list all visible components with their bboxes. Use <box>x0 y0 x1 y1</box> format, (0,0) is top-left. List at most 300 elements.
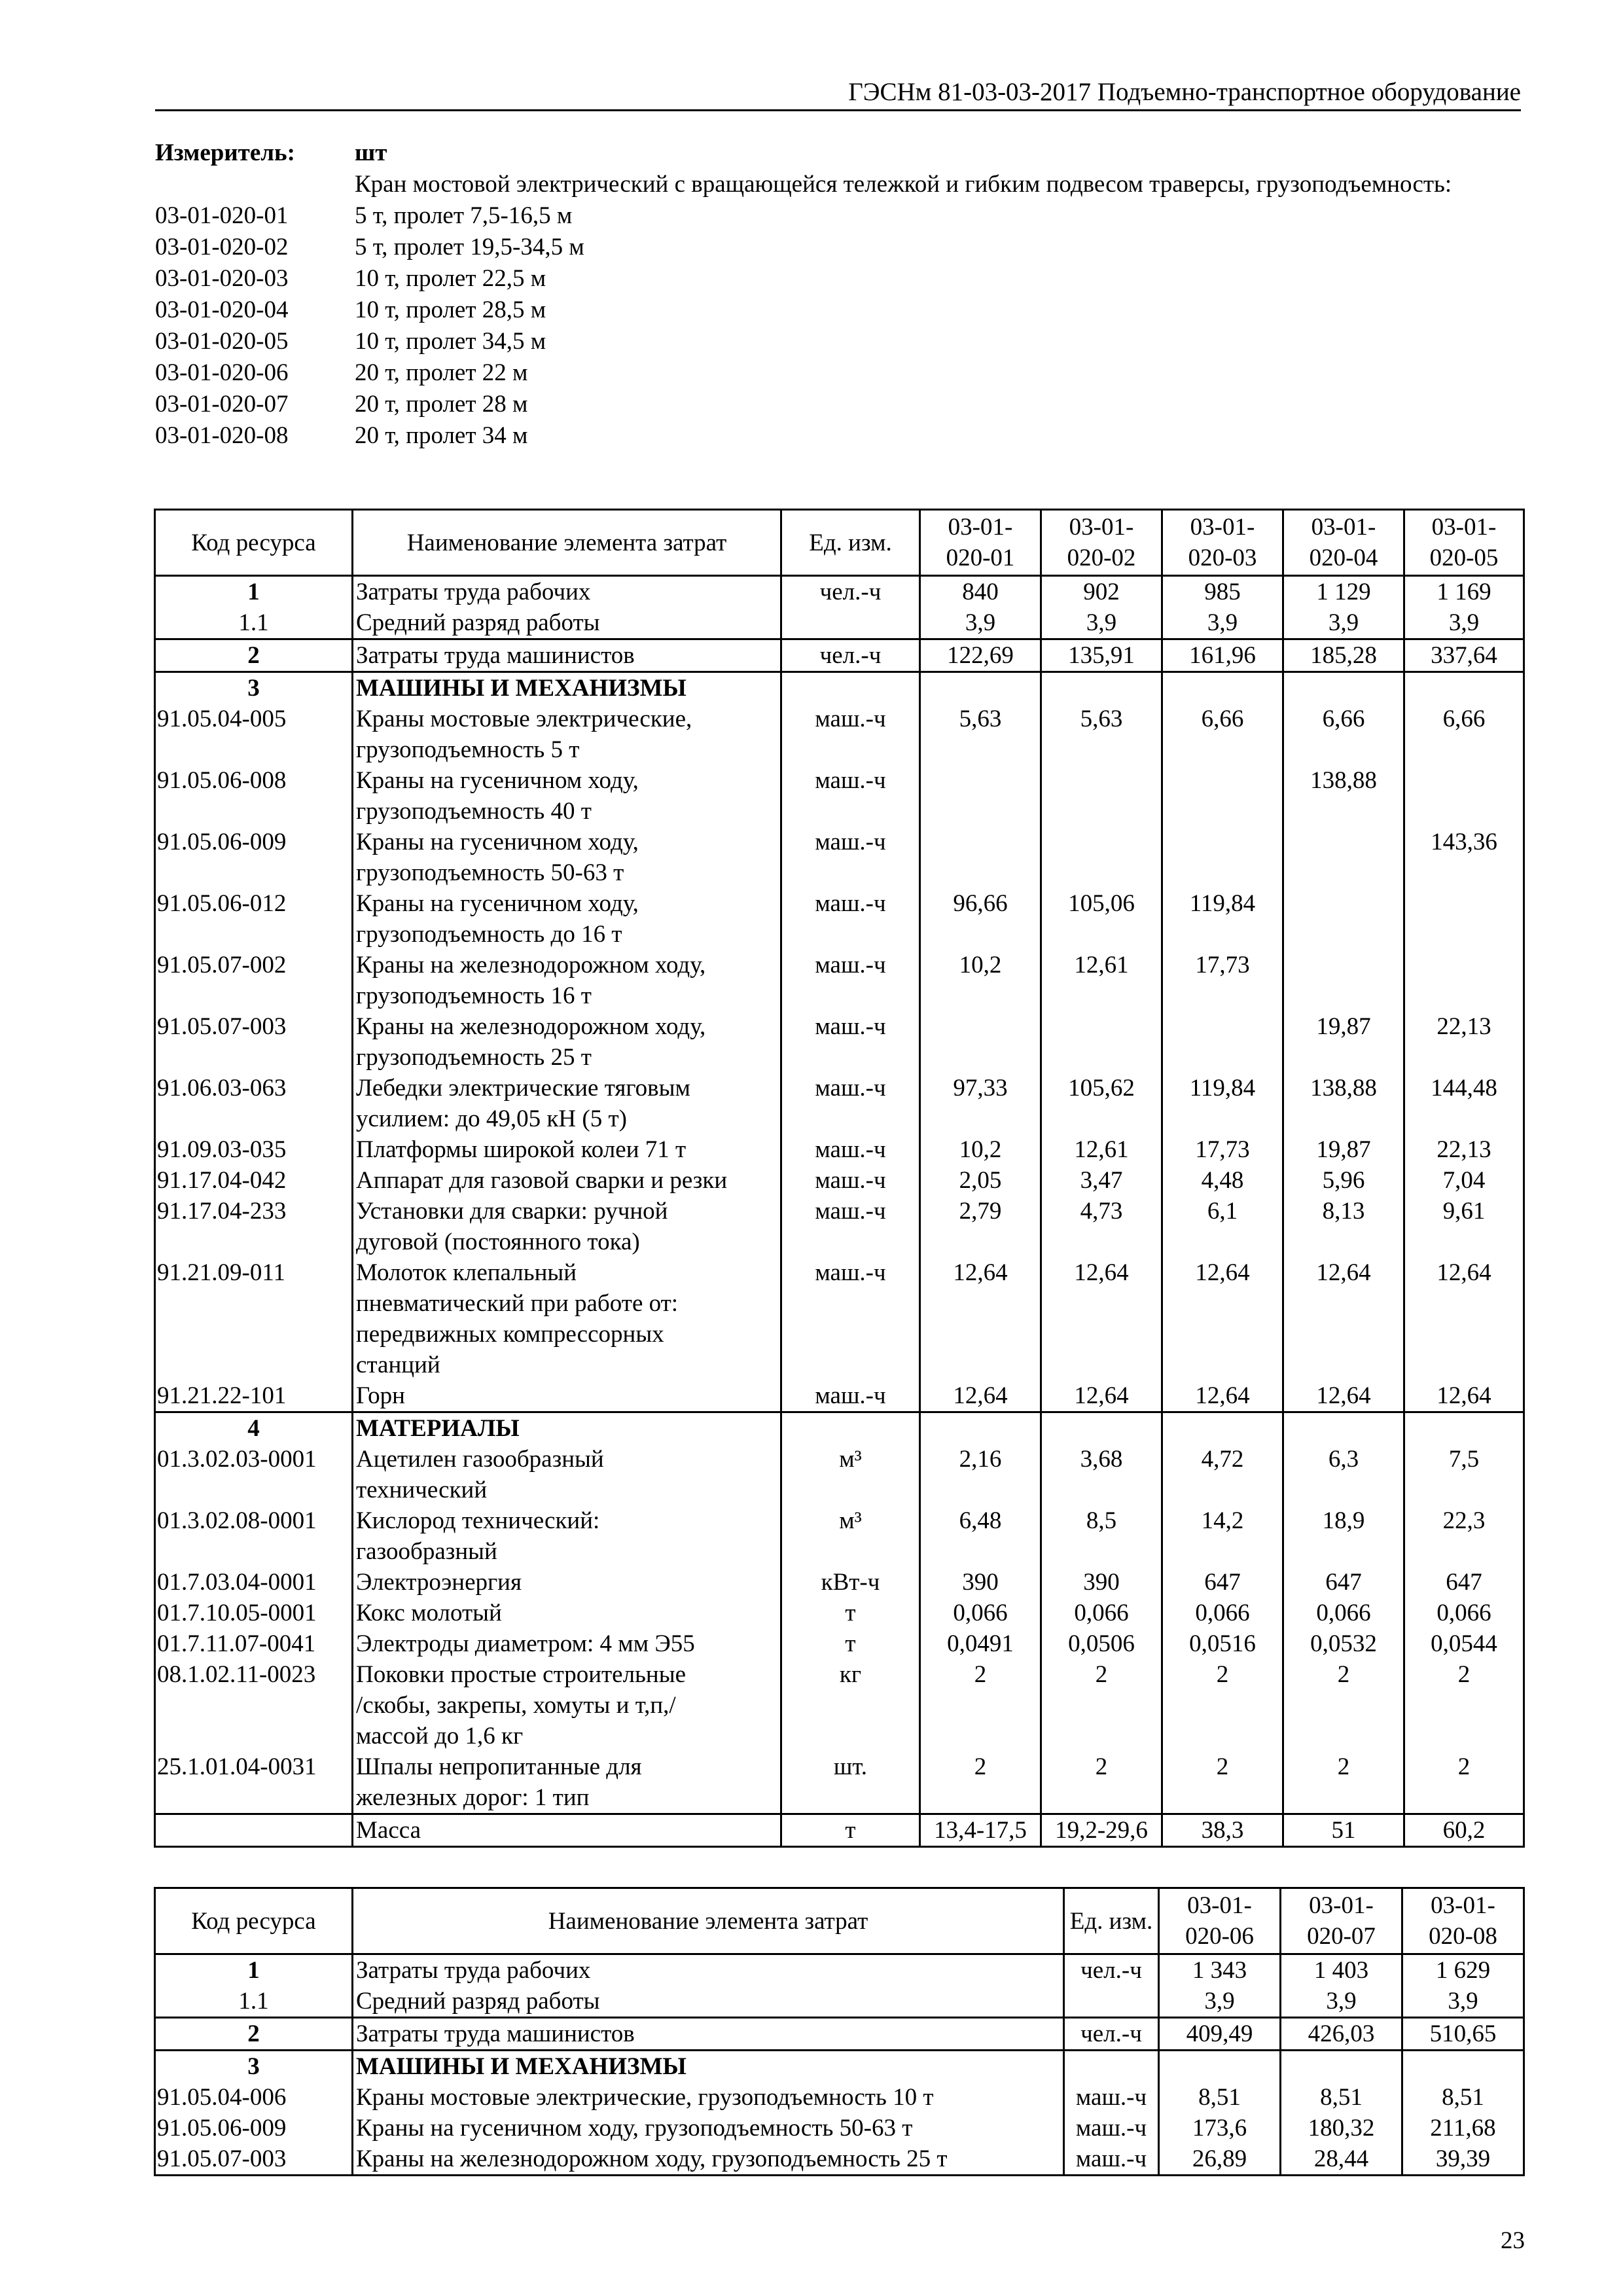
value-cell <box>920 672 1041 704</box>
unit-cell <box>781 607 920 639</box>
cost-element-name: Аппарат для газовой сварки и резки <box>353 1165 781 1196</box>
measure-item-text: 20 т, пролет 34 м <box>355 422 528 449</box>
value-cell: 2,16 <box>920 1444 1041 1505</box>
measure-item-text: 10 т, пролет 34,5 м <box>355 328 546 355</box>
value-cell <box>1404 1412 1524 1444</box>
value-cell: 2 <box>1162 1751 1283 1814</box>
unit-cell: маш.-ч <box>781 888 920 950</box>
value-cell: 8,51 <box>1159 2082 1281 2113</box>
value-cell: 12,61 <box>1041 950 1162 1011</box>
value-cell: 38,3 <box>1162 1814 1283 1847</box>
value-cell: 1 629 <box>1402 1954 1524 1986</box>
cost-element-name: Затраты труда рабочих <box>353 576 781 608</box>
value-cell: 840 <box>920 576 1041 608</box>
value-cell: 3,9 <box>1283 607 1404 639</box>
value-cell: 3,9 <box>1281 1986 1402 2018</box>
column-header: Ед. изм. <box>781 510 920 576</box>
value-cell <box>920 765 1041 827</box>
table-row <box>155 2144 1524 2176</box>
value-cell <box>1404 888 1524 950</box>
resource-code: 91.17.04-233 <box>155 1196 353 1257</box>
value-cell <box>1041 1011 1162 1073</box>
value-cell: 105,62 <box>1041 1073 1162 1134</box>
value-cell: 3,9 <box>1402 1986 1524 2018</box>
resource-code: 01.3.02.03-0001 <box>155 1444 353 1505</box>
value-cell: 0,0532 <box>1283 1628 1404 1659</box>
cost-element-name: Краны мостовые электрические, грузоподъемность 10 т <box>353 2082 1064 2113</box>
unit-cell: маш.-ч <box>781 1134 920 1165</box>
resource-code: 91.09.03-035 <box>155 1134 353 1165</box>
value-cell: 22,13 <box>1404 1134 1524 1165</box>
value-cell: 0,0516 <box>1162 1628 1283 1659</box>
value-cell: 51 <box>1283 1814 1404 1847</box>
table-row <box>155 704 1524 765</box>
column-header: 03-01- 020-01 <box>920 510 1041 576</box>
unit-cell: т <box>781 1814 920 1847</box>
value-cell: 7,04 <box>1404 1165 1524 1196</box>
unit-cell: чел.-ч <box>781 576 920 608</box>
value-cell: 7,5 <box>1404 1444 1524 1505</box>
unit-cell: маш.-ч <box>781 1257 920 1380</box>
value-cell: 119,84 <box>1162 888 1283 950</box>
value-cell: 4,73 <box>1041 1196 1162 1257</box>
resource-code: 1 <box>155 576 353 608</box>
table-row <box>155 950 1524 1011</box>
value-cell: 0,066 <box>1041 1598 1162 1628</box>
table-row <box>155 1567 1524 1598</box>
table-row <box>155 1196 1524 1257</box>
cost-element-name: Затраты труда машинистов <box>353 639 781 672</box>
value-cell: 105,06 <box>1041 888 1162 950</box>
table-row <box>155 1628 1524 1659</box>
measure-item <box>155 420 1529 452</box>
unit-cell: чел.-ч <box>1064 1954 1159 1986</box>
value-cell: 12,64 <box>1404 1380 1524 1412</box>
value-cell: 60,2 <box>1404 1814 1524 1847</box>
value-cell: 2,05 <box>920 1165 1041 1196</box>
column-header: Код ресурса <box>155 510 353 576</box>
measure-block <box>155 137 1529 452</box>
value-cell <box>1283 950 1404 1011</box>
value-cell: 985 <box>1162 576 1283 608</box>
value-cell: 138,88 <box>1283 1073 1404 1134</box>
value-cell: 2 <box>1404 1751 1524 1814</box>
table-row <box>155 1659 1524 1751</box>
value-cell: 14,2 <box>1162 1505 1283 1567</box>
value-cell: 12,61 <box>1041 1134 1162 1165</box>
resource-code: 1.1 <box>155 1986 353 2018</box>
value-cell: 9,61 <box>1404 1196 1524 1257</box>
measure-description: Кран мостовой электрический с вращающейся тележкой и гибким подвесом траверсы, грузоподъемность: <box>355 171 1452 198</box>
value-cell: 122,69 <box>920 639 1041 672</box>
value-cell: 10,2 <box>920 1134 1041 1165</box>
value-cell: 8,51 <box>1402 2082 1524 2113</box>
value-cell: 12,64 <box>1041 1257 1162 1380</box>
value-cell <box>1402 2051 1524 2083</box>
value-cell: 39,39 <box>1402 2144 1524 2176</box>
value-cell: 0,066 <box>1283 1598 1404 1628</box>
value-cell <box>1162 827 1283 888</box>
value-cell: 3,9 <box>1162 607 1283 639</box>
measure-item-code: 03-01-020-05 <box>155 328 289 355</box>
measure-item-text: 10 т, пролет 22,5 м <box>355 265 546 292</box>
value-cell: 2 <box>920 1751 1041 1814</box>
unit-cell: м³ <box>781 1505 920 1567</box>
value-cell: 647 <box>1404 1567 1524 1598</box>
table-row <box>155 1954 1524 1986</box>
value-cell: 6,66 <box>1283 704 1404 765</box>
value-cell <box>1162 1412 1283 1444</box>
cost-element-name: Краны на гусеничном ходу, грузоподъемность 50-63 т <box>353 827 781 888</box>
resource-code: 91.05.07-002 <box>155 950 353 1011</box>
cost-element-name: МАТЕРИАЛЫ <box>353 1412 781 1444</box>
cost-element-name: Краны на железнодорожном ходу, грузоподъемность 16 т <box>353 950 781 1011</box>
measure-item-code: 03-01-020-03 <box>155 265 289 292</box>
measure-items <box>155 200 1529 452</box>
value-cell: 26,89 <box>1159 2144 1281 2176</box>
unit-cell: маш.-ч <box>1064 2082 1159 2113</box>
value-cell: 647 <box>1162 1567 1283 1598</box>
value-cell <box>1281 2051 1402 2083</box>
measure-item-text: 20 т, пролет 22 м <box>355 359 528 386</box>
unit-cell <box>1064 1986 1159 2018</box>
resource-code: 3 <box>155 672 353 704</box>
measure-unit: шт <box>355 139 387 166</box>
value-cell: 12,64 <box>1404 1257 1524 1380</box>
column-header: 03-01- 020-08 <box>1402 1888 1524 1954</box>
cost-element-name: Краны на гусеничном ходу, грузоподъемность 40 т <box>353 765 781 827</box>
value-cell: 0,0491 <box>920 1628 1041 1659</box>
resource-code: 01.3.02.08-0001 <box>155 1505 353 1567</box>
measure-item-code: 03-01-020-02 <box>155 234 289 260</box>
column-header: 03-01- 020-05 <box>1404 510 1524 576</box>
value-cell: 1 343 <box>1159 1954 1281 1986</box>
unit-cell: кВт-ч <box>781 1567 920 1598</box>
value-cell: 8,5 <box>1041 1505 1162 1567</box>
resource-code: 91.05.06-008 <box>155 765 353 827</box>
resource-code: 1 <box>155 1954 353 1986</box>
cost-element-name: Краны на железнодорожном ходу, грузоподъемность 25 т <box>353 1011 781 1073</box>
unit-cell <box>1064 2051 1159 2083</box>
value-cell <box>1404 765 1524 827</box>
value-cell: 12,64 <box>1041 1380 1162 1412</box>
value-cell: 97,33 <box>920 1073 1041 1134</box>
measure-item-text: 20 т, пролет 28 м <box>355 391 528 418</box>
table-row <box>155 1257 1524 1380</box>
value-cell: 3,9 <box>1159 1986 1281 2018</box>
value-cell: 4,72 <box>1162 1444 1283 1505</box>
resource-code: 91.05.04-005 <box>155 704 353 765</box>
value-cell: 1 403 <box>1281 1954 1402 1986</box>
page-header: ГЭСНм 81-03-03-2017 Подъемно-транспортное оборудование <box>155 75 1521 111</box>
value-cell: 2,79 <box>920 1196 1041 1257</box>
resource-table-2 <box>154 1887 1525 2176</box>
value-cell: 0,066 <box>1404 1598 1524 1628</box>
table-row <box>155 1598 1524 1628</box>
resource-code: 01.7.03.04-0001 <box>155 1567 353 1598</box>
table-row <box>155 1165 1524 1196</box>
column-header: Наименование элемента затрат <box>353 1888 1064 1954</box>
value-cell: 902 <box>1041 576 1162 608</box>
table-row <box>155 1011 1524 1073</box>
table-row <box>155 607 1524 639</box>
value-cell: 6,66 <box>1162 704 1283 765</box>
value-cell: 2 <box>1404 1659 1524 1751</box>
value-cell: 426,03 <box>1281 2018 1402 2051</box>
column-header: 03-01- 020-07 <box>1281 1888 1402 1954</box>
value-cell: 0,0544 <box>1404 1628 1524 1659</box>
value-cell: 5,96 <box>1283 1165 1404 1196</box>
value-cell: 161,96 <box>1162 639 1283 672</box>
cost-element-name: Платформы широкой колеи 71 т <box>353 1134 781 1165</box>
value-cell <box>1041 827 1162 888</box>
resource-code: 91.05.07-003 <box>155 2144 353 2176</box>
unit-cell: маш.-ч <box>781 1380 920 1412</box>
value-cell: 337,64 <box>1404 639 1524 672</box>
value-cell: 12,64 <box>920 1380 1041 1412</box>
value-cell: 0,0506 <box>1041 1628 1162 1659</box>
measure-item-text: 5 т, пролет 19,5-34,5 м <box>355 234 584 260</box>
value-cell: 18,9 <box>1283 1505 1404 1567</box>
value-cell: 1 169 <box>1404 576 1524 608</box>
unit-cell: маш.-ч <box>781 1165 920 1196</box>
resource-code: 91.05.04-006 <box>155 2082 353 2113</box>
unit-cell: маш.-ч <box>781 1196 920 1257</box>
value-cell: 13,4-17,5 <box>920 1814 1041 1847</box>
column-header: Код ресурса <box>155 1888 353 1954</box>
table-row <box>155 2051 1524 2083</box>
value-cell: 19,87 <box>1283 1134 1404 1165</box>
table-row <box>155 2018 1524 2051</box>
measure-item-text: 10 т, пролет 28,5 м <box>355 296 546 323</box>
table-row <box>155 1986 1524 2018</box>
value-cell: 180,32 <box>1281 2113 1402 2144</box>
value-cell: 647 <box>1283 1567 1404 1598</box>
cost-element-name: Затраты труда машинистов <box>353 2018 1064 2051</box>
column-header: 03-01- 020-03 <box>1162 510 1283 576</box>
cost-element-name: Краны на гусеничном ходу, грузоподъемность 50-63 т <box>353 2113 1064 2144</box>
value-cell: 17,73 <box>1162 1134 1283 1165</box>
cost-element-name: Горн <box>353 1380 781 1412</box>
value-cell: 5,63 <box>920 704 1041 765</box>
value-cell: 22,3 <box>1404 1505 1524 1567</box>
measure-item <box>155 232 1529 263</box>
cost-element-name: Поковки простые строительные /скобы, закрепы, хомуты и т,п,/ массой до 1,6 кг <box>353 1659 781 1751</box>
value-cell <box>1404 950 1524 1011</box>
table-row <box>155 1751 1524 1814</box>
value-cell <box>1041 1412 1162 1444</box>
table-row <box>155 1814 1524 1847</box>
resource-code: 91.21.09-011 <box>155 1257 353 1380</box>
column-header: 03-01- 020-04 <box>1283 510 1404 576</box>
resource-code: 91.05.06-009 <box>155 827 353 888</box>
value-cell <box>1283 1412 1404 1444</box>
cost-element-name: МАШИНЫ И МЕХАНИЗМЫ <box>353 672 781 704</box>
value-cell: 6,3 <box>1283 1444 1404 1505</box>
resource-code: 91.05.06-012 <box>155 888 353 950</box>
measure-item <box>155 200 1529 232</box>
column-header: Ед. изм. <box>1064 1888 1159 1954</box>
unit-cell <box>781 672 920 704</box>
value-cell <box>1162 1011 1283 1073</box>
value-cell: 8,51 <box>1281 2082 1402 2113</box>
resource-code: 91.21.22-101 <box>155 1380 353 1412</box>
unit-cell: маш.-ч <box>781 1011 920 1073</box>
value-cell: 2 <box>1041 1659 1162 1751</box>
unit-cell: м³ <box>781 1444 920 1505</box>
measure-item-text: 5 т, пролет 7,5-16,5 м <box>355 202 573 229</box>
unit-cell: т <box>781 1628 920 1659</box>
value-cell: 12,64 <box>1162 1257 1283 1380</box>
value-cell <box>1283 827 1404 888</box>
value-cell: 390 <box>1041 1567 1162 1598</box>
value-cell: 8,13 <box>1283 1196 1404 1257</box>
unit-cell: маш.-ч <box>781 827 920 888</box>
value-cell: 12,64 <box>1283 1257 1404 1380</box>
unit-cell: чел.-ч <box>1064 2018 1159 2051</box>
cost-element-name: МАШИНЫ И МЕХАНИЗМЫ <box>353 2051 1064 2083</box>
value-cell <box>920 1412 1041 1444</box>
value-cell: 409,49 <box>1159 2018 1281 2051</box>
table-row <box>155 2082 1524 2113</box>
value-cell <box>1162 765 1283 827</box>
resource-code: 91.05.07-003 <box>155 1011 353 1073</box>
unit-cell: маш.-ч <box>781 950 920 1011</box>
measure-item-code: 03-01-020-04 <box>155 296 289 323</box>
value-cell: 390 <box>920 1567 1041 1598</box>
value-cell: 0,066 <box>920 1598 1041 1628</box>
resource-table-1 <box>154 509 1525 1848</box>
value-cell: 144,48 <box>1404 1073 1524 1134</box>
value-cell: 3,9 <box>1404 607 1524 639</box>
column-header: 03-01- 020-02 <box>1041 510 1162 576</box>
value-cell <box>1041 765 1162 827</box>
table-row <box>155 1073 1524 1134</box>
column-header: 03-01- 020-06 <box>1159 1888 1281 1954</box>
cost-element-name: Молоток клепальный пневматический при работе от: передвижных компрессорных станций <box>353 1257 781 1380</box>
unit-cell: маш.-ч <box>1064 2113 1159 2144</box>
value-cell: 17,73 <box>1162 950 1283 1011</box>
value-cell: 19,87 <box>1283 1011 1404 1073</box>
value-cell: 5,63 <box>1041 704 1162 765</box>
value-cell: 2 <box>1162 1659 1283 1751</box>
value-cell <box>1404 672 1524 704</box>
value-cell: 28,44 <box>1281 2144 1402 2176</box>
cost-element-name: Установки для сварки: ручной дуговой (постоянного тока) <box>353 1196 781 1257</box>
cost-element-name: Шпалы непропитанные для железных дорог: 1 тип <box>353 1751 781 1814</box>
table-row <box>155 888 1524 950</box>
unit-cell: шт. <box>781 1751 920 1814</box>
resource-code: 4 <box>155 1412 353 1444</box>
resource-code: 2 <box>155 639 353 672</box>
cost-element-name: Лебедки электрические тяговым усилием: до 49,05 кН (5 т) <box>353 1073 781 1134</box>
table-row <box>155 827 1524 888</box>
value-cell <box>1162 672 1283 704</box>
value-cell <box>1159 2051 1281 2083</box>
value-cell <box>1041 672 1162 704</box>
measure-item <box>155 357 1529 389</box>
value-cell: 0,066 <box>1162 1598 1283 1628</box>
resource-code: 2 <box>155 2018 353 2051</box>
resource-code <box>155 1814 353 1847</box>
value-cell: 3,9 <box>1041 607 1162 639</box>
measure-item <box>155 263 1529 295</box>
value-cell: 2 <box>1283 1751 1404 1814</box>
value-cell: 143,36 <box>1404 827 1524 888</box>
value-cell <box>1283 672 1404 704</box>
measure-item <box>155 295 1529 326</box>
resource-code: 1.1 <box>155 607 353 639</box>
page-number: 23 <box>1501 2227 1525 2254</box>
resource-code: 91.05.06-009 <box>155 2113 353 2144</box>
value-cell: 3,47 <box>1041 1165 1162 1196</box>
value-cell <box>920 827 1041 888</box>
resource-code: 91.17.04-042 <box>155 1165 353 1196</box>
cost-element-name: Средний разряд работы <box>353 1986 1064 2018</box>
table-row <box>155 765 1524 827</box>
unit-cell: маш.-ч <box>1064 2144 1159 2176</box>
value-cell: 1 129 <box>1283 576 1404 608</box>
cost-element-name: Затраты труда рабочих <box>353 1954 1064 1986</box>
value-cell: 510,65 <box>1402 2018 1524 2051</box>
measure-item-code: 03-01-020-01 <box>155 202 289 229</box>
value-cell: 4,48 <box>1162 1165 1283 1196</box>
measure-item-code: 03-01-020-06 <box>155 359 289 386</box>
value-cell: 2 <box>1041 1751 1162 1814</box>
unit-cell: кг <box>781 1659 920 1751</box>
unit-cell <box>781 1412 920 1444</box>
value-cell: 96,66 <box>920 888 1041 950</box>
value-cell: 6,66 <box>1404 704 1524 765</box>
value-cell <box>920 1011 1041 1073</box>
cost-element-name: Краны на железнодорожном ходу, грузоподъемность 25 т <box>353 2144 1064 2176</box>
value-cell: 19,2-29,6 <box>1041 1814 1162 1847</box>
value-cell: 173,6 <box>1159 2113 1281 2144</box>
value-cell <box>1283 888 1404 950</box>
value-cell: 2 <box>1283 1659 1404 1751</box>
table-row <box>155 2113 1524 2144</box>
table-row <box>155 1505 1524 1567</box>
table-row <box>155 576 1524 608</box>
cost-element-name: Масса <box>353 1814 781 1847</box>
unit-cell: маш.-ч <box>781 765 920 827</box>
value-cell: 185,28 <box>1283 639 1404 672</box>
resource-code: 01.7.10.05-0001 <box>155 1598 353 1628</box>
value-cell: 119,84 <box>1162 1073 1283 1134</box>
table-row <box>155 1444 1524 1505</box>
value-cell: 138,88 <box>1283 765 1404 827</box>
resource-code: 91.06.03-063 <box>155 1073 353 1134</box>
cost-element-name: Кокс молотый <box>353 1598 781 1628</box>
resource-code: 08.1.02.11-0023 <box>155 1659 353 1751</box>
table-row <box>155 1134 1524 1165</box>
value-cell: 10,2 <box>920 950 1041 1011</box>
value-cell: 12,64 <box>920 1257 1041 1380</box>
value-cell: 22,13 <box>1404 1011 1524 1073</box>
value-cell: 2 <box>920 1659 1041 1751</box>
value-cell: 3,9 <box>920 607 1041 639</box>
value-cell: 3,68 <box>1041 1444 1162 1505</box>
measure-item-code: 03-01-020-08 <box>155 422 289 449</box>
cost-element-name: Электроды диаметром: 4 мм Э55 <box>353 1628 781 1659</box>
value-cell: 135,91 <box>1041 639 1162 672</box>
table-row <box>155 672 1524 704</box>
table-row <box>155 639 1524 672</box>
table-row <box>155 1380 1524 1412</box>
measure-label: Измеритель: <box>155 139 295 166</box>
resource-code: 3 <box>155 2051 353 2083</box>
unit-cell: маш.-ч <box>781 704 920 765</box>
